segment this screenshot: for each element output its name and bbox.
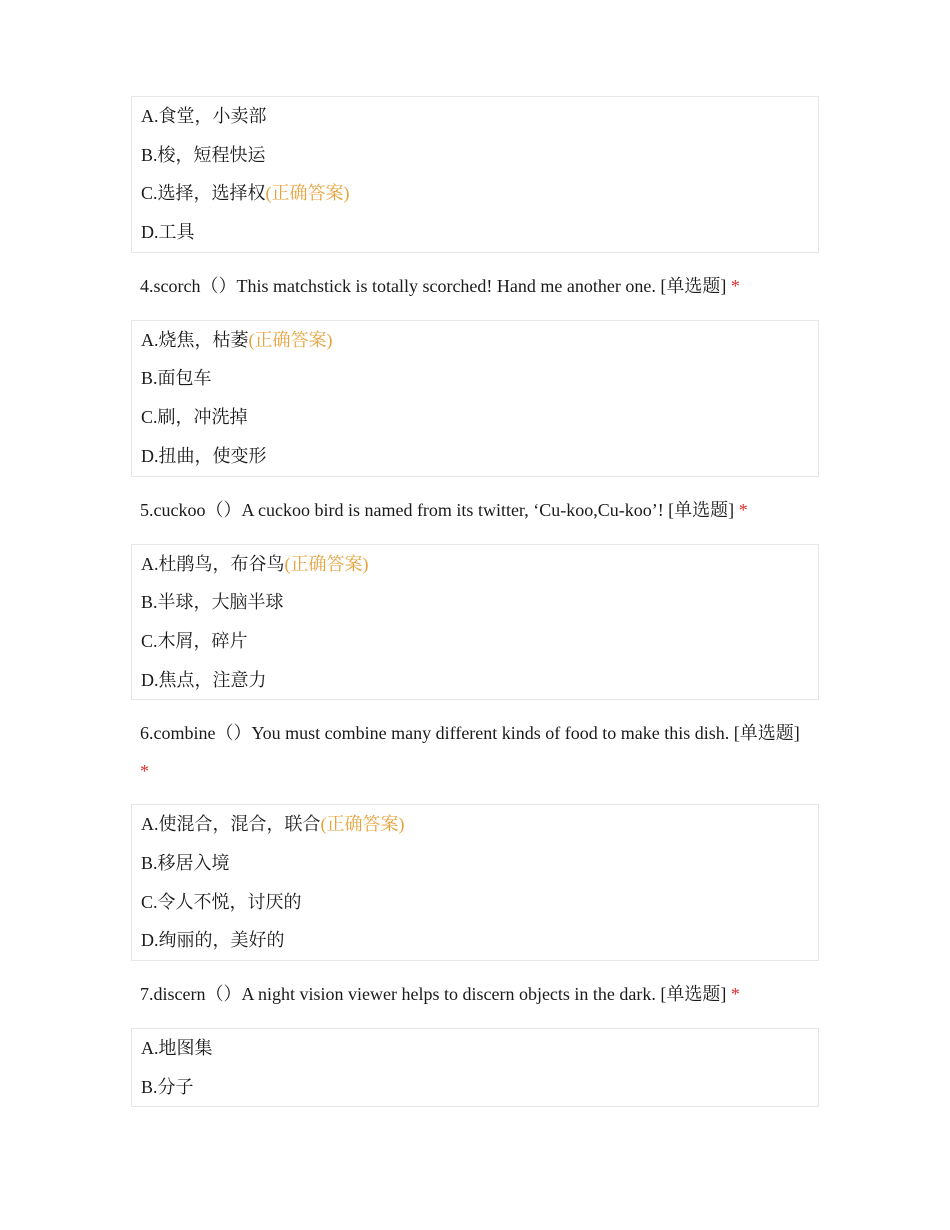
option-item[interactable]: B.面包车 (141, 368, 212, 389)
option-item[interactable]: A.烧焦，枯萎(正确答案) (141, 329, 333, 350)
option-item[interactable]: D.焦点，注意力 (141, 669, 267, 690)
option-item[interactable]: A.地图集 (141, 1038, 213, 1058)
required-mark: * (730, 984, 740, 1004)
option-item[interactable]: B.移居入境 (141, 852, 230, 873)
options-box-q5 (131, 544, 819, 701)
option-item[interactable]: A.杜鹃鸟，布谷鸟(正确答案) (141, 553, 369, 574)
options-box-q6 (131, 804, 819, 961)
required-mark: * (140, 761, 149, 782)
question-title-q6: 6.combine（）You must combine many different kinds of food to make this dish. [单选题] * (140, 723, 800, 782)
options-box-q3 (131, 96, 819, 253)
question-title-q4: 4.scorch（）This matchstick is totally scorched! Hand me another one. [单选题] * (140, 275, 740, 296)
option-item[interactable]: D.工具 (141, 222, 195, 243)
option-item[interactable]: C.选择，选择权(正确答案) (141, 183, 350, 204)
survey-page (131, 96, 819, 1107)
option-item[interactable]: C.木屑，碎片 (141, 630, 248, 651)
option-item[interactable]: C.刷，冲洗掉 (141, 407, 248, 428)
correct-answer-tag: (正确答案) (284, 553, 369, 574)
option-item[interactable]: A.使混合，混合，联合(正确答案) (141, 814, 405, 835)
options-box-q4 (131, 320, 819, 477)
question-title-q5: 5.cuckoo（）A cuckoo bird is named from its twitter, ‘Cu-koo,Cu-koo’! [单选题] * (140, 499, 748, 520)
correct-answer-tag: (正确答案) (265, 183, 350, 204)
option-item[interactable]: D.扭曲，使变形 (141, 445, 267, 466)
correct-answer-tag: (正确答案) (320, 814, 405, 835)
option-item[interactable]: A.食堂，小卖部 (141, 106, 267, 126)
option-item[interactable]: C.令人不悦，讨厌的 (141, 891, 302, 912)
correct-answer-tag: (正确答案) (248, 329, 333, 350)
question-title-q7: 7.discern（）A night vision viewer helps to discern objects in the dark. [单选题] * (140, 984, 740, 1004)
option-item[interactable]: D.绚丽的，美好的 (141, 930, 285, 951)
required-mark: * (730, 275, 740, 296)
required-mark: * (738, 499, 748, 520)
option-item[interactable]: B.分子 (141, 1076, 194, 1097)
option-item[interactable]: B.半球，大脑半球 (141, 592, 284, 613)
option-item[interactable]: B.梭，短程快运 (141, 144, 266, 165)
options-box-q7 (131, 1028, 819, 1107)
